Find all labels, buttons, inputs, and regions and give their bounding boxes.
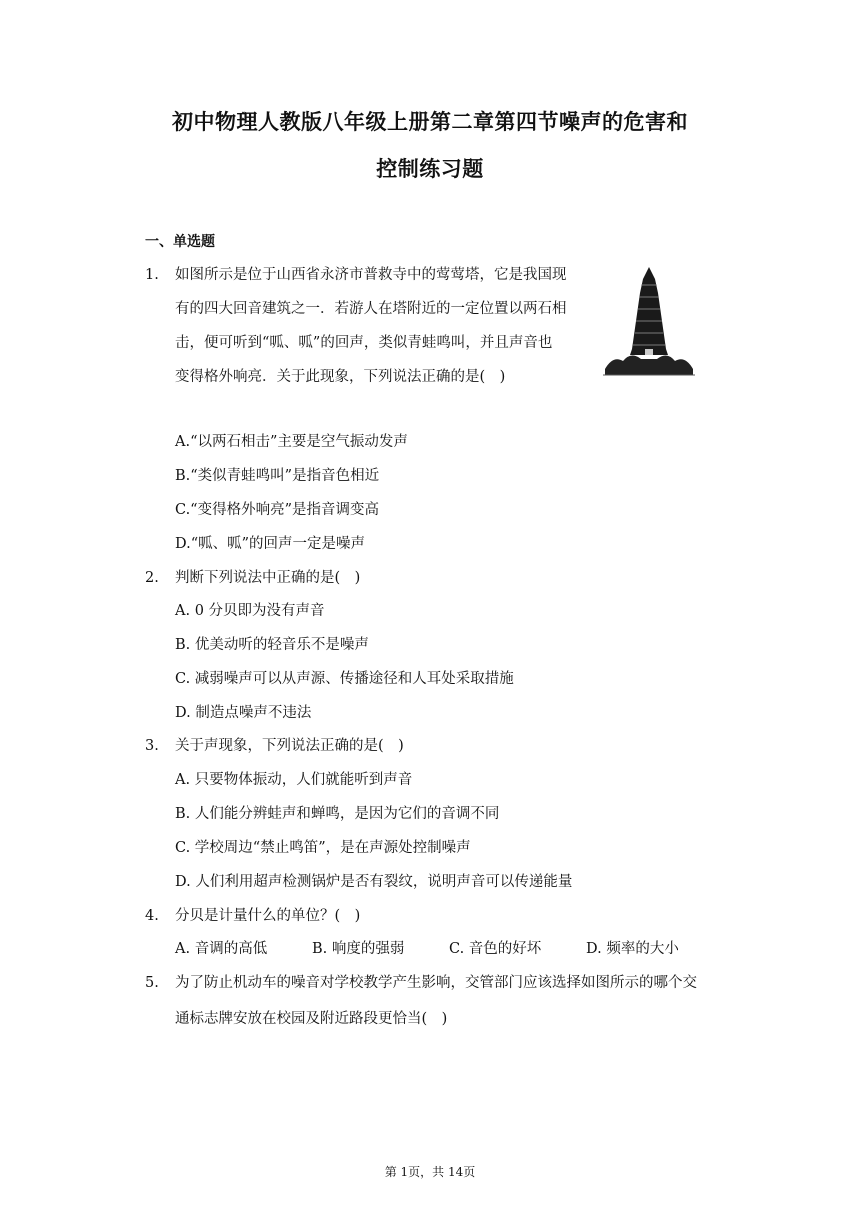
question-1-option-c: C.“变得格外响亮”是指音调变高 (175, 502, 380, 518)
question-2-option-b: B. 优美动听的轻音乐不是噪声 (175, 637, 369, 653)
question-1-text-line-3: 击，便可听到“呱、呱”的回声，类似青蛙鸣叫，并且声音也 (175, 335, 553, 351)
question-4-text: 分贝是计量什么的单位？( ) (175, 908, 361, 924)
document-title-line-1: 初中物理人教版八年级上册第二章第四节噪声的危害和 (172, 110, 688, 134)
question-1-text-line-2: 有的四大回音建筑之一．若游人在塔附近的一定位置以两石相 (175, 301, 567, 317)
question-2-text: 判断下列说法中正确的是( ) (175, 570, 361, 586)
question-3-option-c: C. 学校周边“禁止鸣笛”，是在声源处控制噪声 (175, 840, 471, 856)
question-4-options (175, 939, 679, 959)
question-1-text-line-4: 变得格外响亮．关于此现象，下列说法正确的是( ) (175, 369, 506, 385)
question-5-text-line-1: 为了防止机动车的噪音对学校教学产生影响，交管部门应该选择如图所示的哪个交 (175, 975, 697, 991)
question-1-option-d: D.“呱、呱”的回声一定是噪声 (175, 536, 366, 552)
question-2-number: 2. (145, 570, 159, 586)
question-3-option-b: B. 人们能分辨蛙声和蝉鸣，是因为它们的音调不同 (175, 806, 500, 822)
pagoda-image (603, 263, 695, 377)
question-1-option-a: A.“以两石相击”主要是空气振动发声 (175, 434, 408, 450)
question-3-option-d: D. 人们利用超声检测锅炉是否有裂纹，说明声音可以传递能量 (175, 874, 573, 890)
question-1-number: 1. (145, 267, 159, 283)
question-4-option-d: D. 频率的大小 (586, 941, 679, 957)
question-2-option-d: D. 制造点噪声不违法 (175, 705, 312, 721)
question-1-option-b: B.“类似青蛙鸣叫”是指音色相近 (175, 468, 380, 484)
question-4-number: 4. (145, 908, 159, 924)
question-5-text-line-2: 通标志牌安放在校园及附近路段更恰当( ) (175, 1011, 448, 1027)
question-3-option-a: A. 只要物体振动，人们就能听到声音 (175, 772, 413, 788)
question-2-option-c: C. 减弱噪声可以从声源、传播途径和人耳处采取措施 (175, 671, 514, 687)
question-2-option-a: A. 0 分贝即为没有声音 (175, 603, 325, 619)
document-title-line-2: 控制练习题 (376, 157, 484, 181)
section-heading: 一、单选题 (145, 234, 215, 250)
page-footer: 第 1页，共 14页 (384, 1165, 476, 1179)
question-4-option-a: A. 音调的高低 (175, 941, 268, 957)
question-1-text-line-1: 如图所示是位于山西省永济市普救寺中的莺莺塔，它是我国现 (175, 267, 567, 283)
question-3-text: 关于声现象，下列说法正确的是( ) (175, 738, 404, 754)
question-4-option-b: B. 响度的强弱 (312, 941, 405, 957)
question-5-number: 5. (145, 975, 159, 991)
question-4-option-c: C. 音色的好坏 (449, 941, 542, 957)
question-3-number: 3. (145, 738, 159, 754)
